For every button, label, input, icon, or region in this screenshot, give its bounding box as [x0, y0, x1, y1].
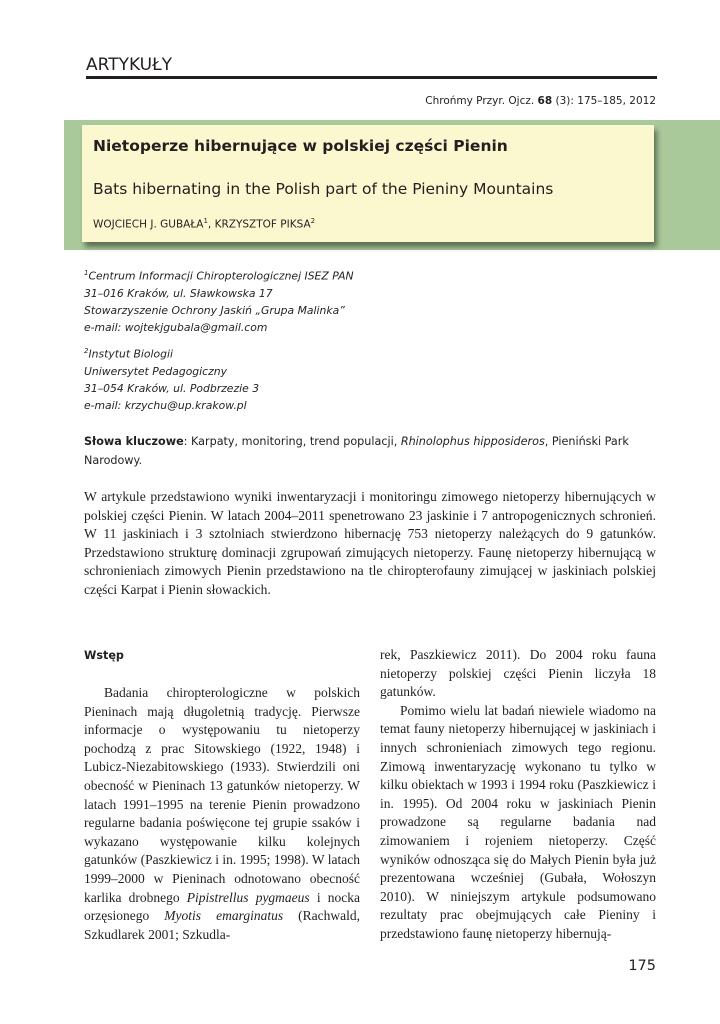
affiliation-2 — [84, 343, 259, 415]
species-name: Myotis emarginatus — [164, 908, 284, 924]
section-label: ARTYKUŁY — [86, 55, 173, 75]
affiliation-line: 31–054 Kraków, ul. Podbrzezie 3 — [84, 382, 260, 396]
affiliation-email: e-mail: wojtekjgubala@gmail.com — [84, 321, 268, 335]
body-paragraph: Pomimo wielu lat badań niewiele wiadomo na temat fauny nietoperzy hibernującej w jaskiniach i innych schronieniach zimowych tego regionu. Zimową inwentaryzację wykonano tu tylko w kilku obiektach w 1993 i 1994 roku (Paszkiewicz i in. 1995). Od 2004 roku w jaskiniach Pienin prowadzone są regularne badania nad zimowaniem i rojeniem nietoperzy. Część wyników odnosząca się do Małych Pienin była już prezentowana wcześniej (Gubała, Wołoszyn 2010). W niniejszym artykule podsumowano rezultaty prac obejmujących całe Pieniny i przedstawiono faunę nietoperzy hibernują- — [380, 702, 656, 941]
author-2: KRZYSZTOF PIKSA — [214, 218, 311, 231]
body-column-right — [380, 646, 656, 944]
abstract: W artykule przedstawiono wyniki inwentaryzacji i monitoringu zimowego nietoperzy hibernujących w polskiej części Pienin. W latach 2004–2011 spenetrowano 23 jaskinie i 7 antropogenicznych schronień. W 11 jaskiniach i 3 sztolniach stwierdzono hibernację 753 nietoperzy należących do 9 gatunków. Przedstawiono strukturę dominacji zgrupowań zimujących nietoperzy. Faunę nietoperzy hibernującą w schronieniach zimowych Pienin przedstawiono na tle chiropterofauny zimującej w jaskiniach polskiej części Karpat i Pienin słowackich. — [84, 489, 656, 597]
page-number: 175 — [628, 958, 656, 974]
keywords: Słowa kluczowe: Karpaty, monitoring, trend populacji, Rhinolophus hipposideros, Pieniński Park Narodowy. — [84, 435, 629, 467]
affiliation-number: 1 — [84, 269, 89, 277]
affiliation-line: $^2$Instytut Biologii — [84, 347, 173, 361]
author-1-sup: 1 — [203, 217, 208, 225]
affiliation-email: e-mail: krzychu@up.krakow.pl — [84, 399, 247, 413]
citation-rest: (3): 175–185, 2012 — [555, 95, 656, 107]
body-column-left — [84, 646, 360, 944]
body-paragraph: rek, Paszkiewicz 2011). Do 2004 roku fauna nietoperzy polskiej części Pienin liczyła 18 gatunków. — [380, 647, 656, 700]
affiliation-1 — [84, 265, 354, 337]
author-1: WOJCIECH J. GUBAŁA — [93, 218, 204, 231]
affiliation-line: 31–016 Kraków, ul. Sławkowska 17 — [84, 286, 273, 300]
affiliation-line: $^1$Centrum Informacji Chiropterologicznej ISEZ PAN — [84, 269, 354, 283]
keywords-label: Słowa kluczowe — [84, 435, 184, 448]
article-title-polish: Nietoperze hibernujące w polskiej części Pienin — [93, 137, 508, 155]
title-box — [82, 125, 654, 242]
author-2-sup: 2 — [310, 217, 316, 225]
affiliation-line: Uniwersytet Pedagogiczny — [84, 364, 227, 378]
header-rule — [86, 76, 657, 79]
authors — [93, 217, 315, 231]
section-heading: Wstęp — [84, 649, 124, 662]
journal-citation — [425, 95, 656, 107]
body-paragraph: Badania chiropterologiczne w polskich Pieninach mają długoletnią tradycję. Pierwsze informacje o występowaniu tu nietoperzy pochodzą z prac Sitowskiego (1922, 1948) i Lubicz-Niezabitowskiego (1933). Stwierdzili oni obecność w Pieninach 13 gatunków nietoperzy. W latach 1991–1995 na terenie Pienin prowadzono regularne badania poświęcone tej grupie ssaków i wykazano występowanie kilku kolejnych gatunków (Paszkiewicz i in. 1995; 1998). W latach 1999–2000 w Pieninach odnotowano obecność karlika drobnego Pipistrellus pygmaeus i nocka orzęsionego Myotis emarginatus (Rachwald, Szkudlarek 2001; Szkudla- — [84, 685, 360, 942]
article-title-english: Bats hibernating in the Polish part of the Pieniny Mountains — [93, 180, 554, 198]
author-separator: , — [207, 218, 215, 231]
species-name: Pipistrellus pygmaeus — [186, 889, 310, 905]
keyword-species: Rhinolophus hipposideros — [400, 435, 545, 448]
affiliation-line: Stowarzyszenie Ochrony Jaskiń „Grupa Malinka” — [84, 304, 345, 318]
affiliation-number: 2 — [84, 347, 89, 355]
citation-journal: Chrońmy Przyr. Ojcz. — [425, 95, 535, 107]
citation-volume: 68 — [537, 95, 553, 107]
